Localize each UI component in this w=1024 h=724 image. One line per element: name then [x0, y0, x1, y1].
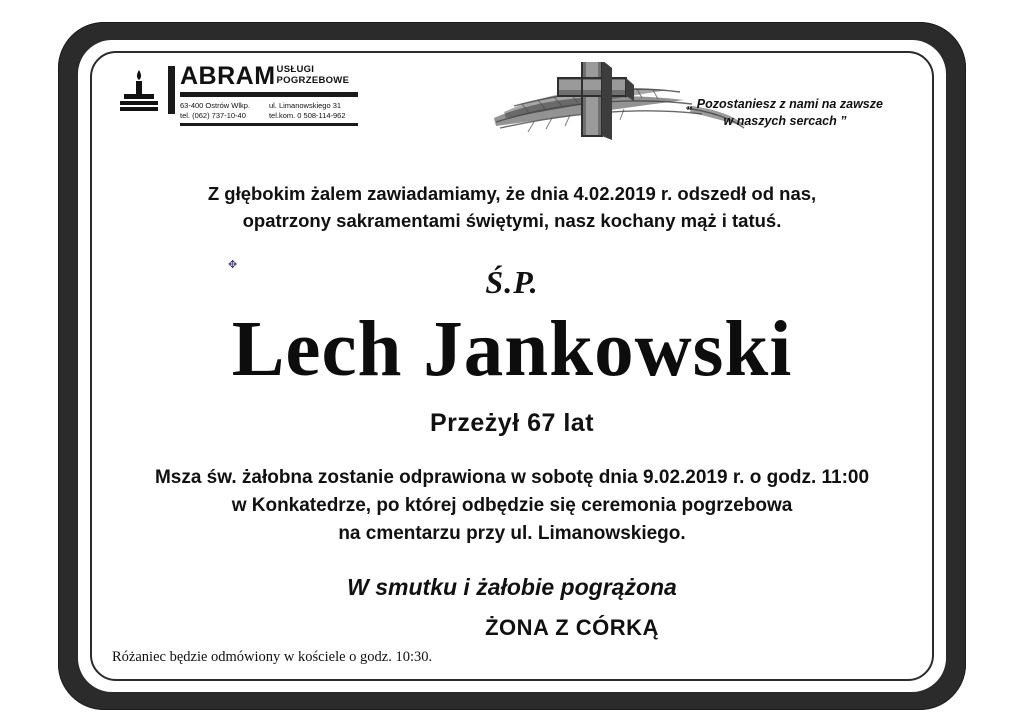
company-logo	[112, 64, 362, 126]
inner-white-panel	[78, 40, 946, 692]
logo-address-line1: 63-400 Ostrów Wlkp.	[180, 101, 251, 110]
logo-contact-block	[180, 101, 365, 121]
mourning-border-frame	[58, 22, 966, 710]
mass-details-line2: w Konkatedrze, po której odbędzie się ceremonia pogrzebowa	[231, 495, 793, 516]
mass-details-line3: na cmentarzu przy ul. Limanowskiego.	[338, 523, 686, 544]
logo-brand-name: ABRAM	[180, 62, 276, 90]
logo-divider-bar	[180, 92, 358, 97]
family-signature: ŻONA Z CÓRKĄ	[485, 615, 659, 640]
notice-header	[104, 62, 920, 158]
sp-label: Ś.P.	[485, 264, 539, 300]
logo-subtitle-line2: POGRZEBOWE	[276, 75, 350, 86]
notice-content	[104, 62, 920, 670]
mass-details	[104, 464, 920, 548]
logo-phone-line1: tel. (062) 737-10-40	[180, 111, 246, 120]
logo-phone-line2: tel.kom. 0 508-114-962	[268, 111, 346, 120]
memorial-quote-line2: w naszych sercach ”	[723, 114, 847, 128]
logo-subtitle-line1: USŁUGI	[276, 64, 315, 75]
memorial-quote-line1: „ Pozostaniesz z nami na zawsze	[687, 97, 883, 111]
deceased-name: Lech Jankowski	[231, 306, 793, 393]
logo-address-line2: ul. Limanowskiego 31	[268, 101, 342, 110]
mass-details-line1: Msza św. żałobna zostanie odprawiona w sobotę dnia 9.02.2019 r. o godz. 11:00	[154, 467, 870, 488]
rosary-note: Różaniec będzie odmówiony w kościele o godz. 10:30.	[112, 649, 433, 665]
memorial-quote	[660, 96, 910, 130]
logo-bottom-bar	[180, 123, 358, 126]
logo-vertical-bar	[168, 66, 175, 114]
age-text: Przeżył 67 lat	[429, 409, 595, 437]
announcement-lead	[104, 180, 920, 234]
announcement-lead-line1: Z głębokim żalem zawiadamiamy, że dnia 4.02.2019 r. odszedł od nas,	[207, 183, 817, 204]
paper-speck: ✥	[228, 259, 238, 271]
grief-text: W smutku i żałobie pogrążona	[347, 574, 677, 600]
announcement-lead-line2: opatrzony sakramentami świętymi, nasz kochany mąż i tatuś.	[242, 210, 782, 231]
candle-icon	[112, 64, 166, 118]
